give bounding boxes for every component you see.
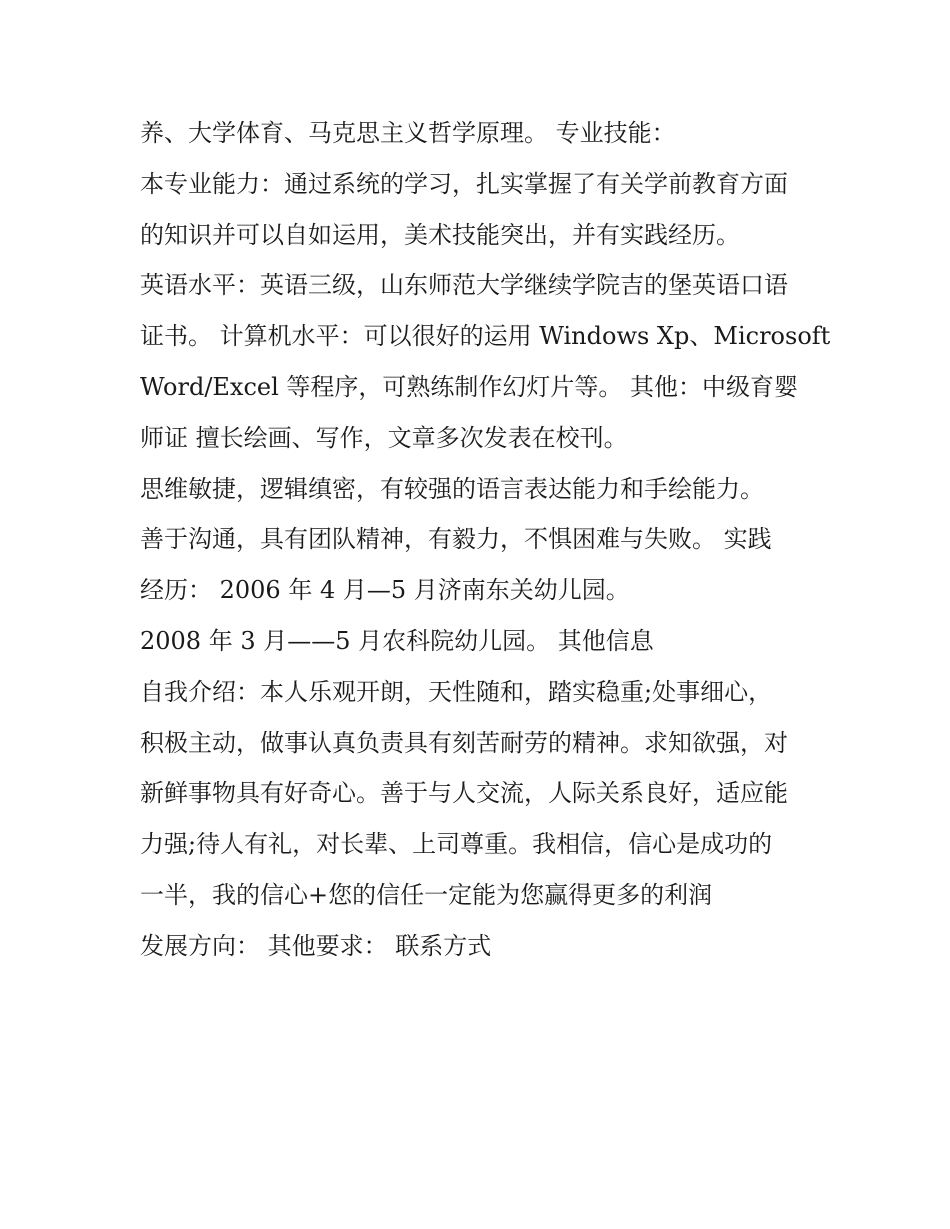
document-body	[140, 108, 830, 972]
text-line: 力强;待人有礼，对长辈、上司尊重。我相信，信心是成功的	[140, 830, 773, 859]
text-line: 2008 年 3 月——5 月农科院幼儿园。 其他信息	[140, 626, 654, 655]
text-line: 积极主动，做事认真负责具有刻苦耐劳的精神。求知欲强，对	[140, 728, 788, 757]
text-line: 善于沟通，具有团队精神，有毅力，不惧困难与失败。 实践	[140, 525, 772, 554]
text-line: 自我介绍：本人乐观开朗，天性随和，踏实稳重;处事细心，	[140, 677, 773, 706]
text-line: 英语水平：英语三级，山东师范大学继续学院吉的堡英语口语	[140, 271, 788, 300]
text-line: 经历： 2006 年 4 月—5 月济南东关幼儿园。	[140, 576, 630, 605]
text-line: 师证 擅长绘画、写作，文章多次发表在校刊。	[140, 423, 628, 452]
text-line: Word/Excel 等程序，可熟练制作幻灯片等。 其他：中级育婴	[140, 372, 799, 401]
text-line: 一半，我的信心+您的信任一定能为您赢得更多的利润	[140, 880, 713, 909]
text-line: 养、大学体育、马克思主义哲学原理。 专业技能：	[140, 119, 676, 147]
text-line: 新鲜事物具有好奇心。善于与人交流，人际关系良好，适应能	[140, 779, 788, 808]
text-line: 本专业能力：通过系统的学习，扎实掌握了有关学前教育方面	[140, 169, 788, 198]
text-line: 的知识并可以自如运用，美术技能突出，并有实践经历。	[140, 220, 740, 249]
text-line: 证书。 计算机水平：可以很好的运用 Windows Xp、Microsoft	[140, 322, 831, 351]
text-line: 发展方向： 其他要求： 联系方式	[140, 931, 492, 960]
text-line: 思维敏捷，逻辑缜密，有较强的语言表达能力和手绘能力。	[140, 474, 764, 503]
